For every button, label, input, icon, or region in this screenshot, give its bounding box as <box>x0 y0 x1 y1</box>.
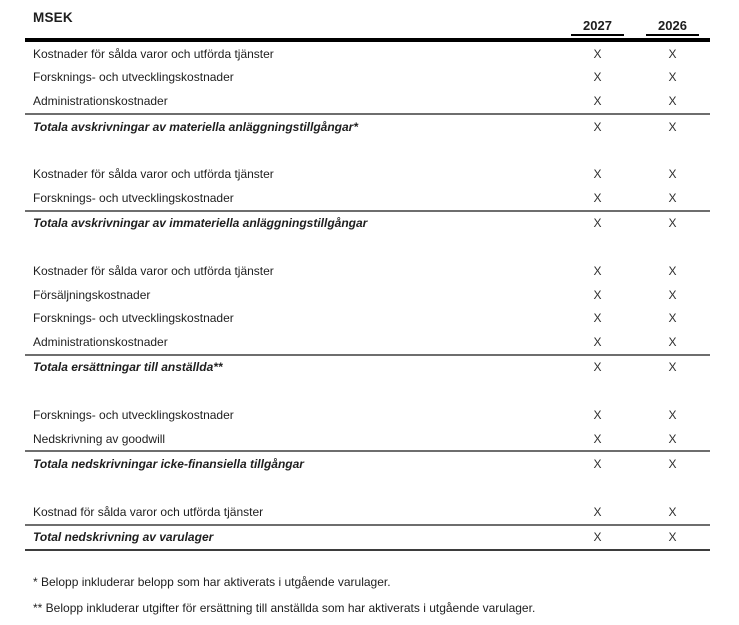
column-header-2027 <box>560 18 635 36</box>
table-row <box>25 306 710 330</box>
table-row <box>25 89 710 113</box>
table-row <box>25 283 710 307</box>
value-2026: X <box>668 93 677 108</box>
value-2026: X <box>668 263 677 278</box>
footnote-2: ** Belopp inkluderar utgifter för ersättning till anställda som har aktiverats i utgående varulager. <box>33 601 536 616</box>
value-2026: X <box>668 119 677 134</box>
table-row <box>25 330 710 354</box>
row-label: Forsknings- och utvecklingskostnader <box>33 407 234 422</box>
row-label: Nedskrivning av goodwill <box>33 431 166 446</box>
table-row <box>25 427 710 451</box>
year-label-2026: 2026 <box>646 18 699 36</box>
value-2026: X <box>668 190 677 205</box>
value-2026: X <box>668 46 677 61</box>
row-label: Forsknings- och utvecklingskostnader <box>33 190 234 205</box>
row-label: Administrationskostnader <box>33 93 168 108</box>
value-2027: X <box>593 311 602 326</box>
table-row <box>25 403 710 427</box>
row-label: Totala nedskrivningar icke-finansiella tillgångar <box>33 457 304 472</box>
table-section <box>25 500 710 551</box>
footnote-1: * Belopp inkluderar belopp som har aktiverats i utgående varulager. <box>33 575 391 590</box>
unit-label: MSEK <box>33 10 73 25</box>
value-2027: X <box>593 287 602 302</box>
value-2027: X <box>593 119 602 134</box>
table-total-row <box>25 210 710 236</box>
value-2026: X <box>668 457 677 472</box>
row-label: Totala avskrivningar av immateriella anläggningstillgångar <box>33 216 368 231</box>
value-2026: X <box>668 431 677 446</box>
value-2027: X <box>593 334 602 349</box>
row-label: Försäljningskostnader <box>33 287 151 302</box>
year-label-2027: 2027 <box>571 18 624 36</box>
row-label: Total nedskrivning av varulager <box>33 530 214 545</box>
value-2027: X <box>593 167 602 182</box>
value-2027: X <box>593 530 602 545</box>
value-2027: X <box>593 70 602 85</box>
table-total-row <box>25 524 710 552</box>
value-2026: X <box>668 407 677 422</box>
value-2027: X <box>593 46 602 61</box>
value-2027: X <box>593 431 602 446</box>
value-2026: X <box>668 360 677 375</box>
value-2027: X <box>593 263 602 278</box>
table-row <box>25 259 710 283</box>
table-total-row <box>25 354 710 380</box>
table-total-row <box>25 113 710 139</box>
table-body <box>25 42 710 551</box>
financial-table <box>25 10 710 551</box>
value-2026: X <box>668 287 677 302</box>
footnotes <box>33 575 739 615</box>
table-section <box>25 42 710 138</box>
value-2027: X <box>593 190 602 205</box>
value-2027: X <box>593 407 602 422</box>
value-2026: X <box>668 334 677 349</box>
value-2027: X <box>593 93 602 108</box>
table-row <box>25 162 710 186</box>
row-label: Kostnad för sålda varor och utförda tjänster <box>33 504 264 519</box>
value-2026: X <box>668 70 677 85</box>
row-label: Administrationskostnader <box>33 334 168 349</box>
row-label: Totala ersättningar till anställda** <box>33 360 223 375</box>
value-2026: X <box>668 530 677 545</box>
value-2026: X <box>668 167 677 182</box>
value-2026: X <box>668 311 677 326</box>
table-row <box>25 42 710 66</box>
row-label: Forsknings- och utvecklingskostnader <box>33 311 234 326</box>
value-2027: X <box>593 457 602 472</box>
table-total-row <box>25 450 710 476</box>
table-row <box>25 186 710 210</box>
table-section <box>25 162 710 235</box>
value-2026: X <box>668 216 677 231</box>
row-label: Kostnader för sålda varor och utförda tjänster <box>33 263 274 278</box>
table-header <box>25 10 710 36</box>
value-2027: X <box>593 504 602 519</box>
row-label: Kostnader för sålda varor och utförda tjänster <box>33 167 274 182</box>
table-section <box>25 403 710 476</box>
column-header-2026 <box>635 18 710 36</box>
table-row <box>25 500 710 524</box>
row-label: Totala avskrivningar av materiella anläggningstillgångar* <box>33 119 358 134</box>
value-2026: X <box>668 504 677 519</box>
table-row <box>25 66 710 90</box>
row-label: Forsknings- och utvecklingskostnader <box>33 70 234 85</box>
table-section <box>25 259 710 379</box>
row-label: Kostnader för sålda varor och utförda tjänster <box>33 46 274 61</box>
value-2027: X <box>593 216 602 231</box>
value-2027: X <box>593 360 602 375</box>
